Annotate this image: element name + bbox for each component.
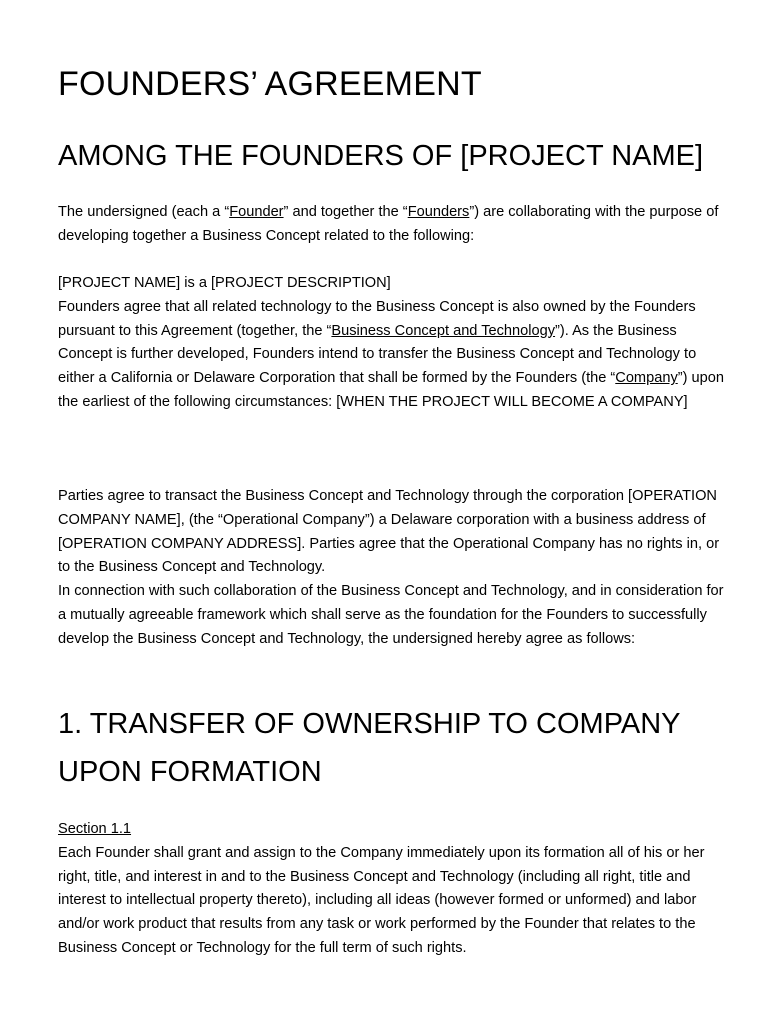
section-1-1-label: Section 1.1 [58,821,132,837]
defined-term-founders: Founders [407,204,470,220]
parties-paragraph [58,485,730,652]
section-1-heading: 1. TRANSFER OF OWNERSHIP TO COMPANY UPON FORMATION [58,708,680,788]
intro-text: The undersigned (each a “ [58,204,230,220]
document-subtitle: AMONG THE FOUNDERS OF [PROJECT NAME] [58,140,704,172]
intro-paragraph [58,201,730,249]
project-text: ”). As the Business Concept is further developed, Founders intend to transfer the Business Concept and Technology to either a California or Delaware Corporation that shall be formed by the Founders (the “ [58,322,697,387]
project-text: ”) upon the earliest of the following circumstances: [WHEN THE PROJECT WILL BECOME A COMPANY] [58,370,724,410]
section-1-1-text: Each Founder shall grant and assign to the Company immediately upon its formation all of his or her right, title, and interest in and to the Business Concept and Technology (including all right, title and interest to intellectual property thereto), including all ideas (however formed or unformed) and labor and/or work product that results from any task or work performed by the Founder that relates to the Business Concept or Technology for the full term of such rights. [58,844,705,956]
defined-term-business-concept: Business Concept and Technology [331,322,556,339]
intro-text: ”) are collaborating with the purpose of developing together a Business Concept related to the following: [58,204,719,244]
intro-text: ” and together the “ [283,204,408,220]
project-description-line: [PROJECT NAME] is a [PROJECT DESCRIPTION] [58,275,391,291]
defined-term-company: Company [615,370,678,387]
project-text: Founders agree that all related technology to the Business Concept is also owned by the Founders pursuant to this Agreement (together, the “ [58,298,696,339]
collaboration-text: In connection with such collaboration of the Business Concept and Technology, and in consideration for a mutually agreeable framework which shall serve as the foundation for the Founders to successfully develop the Business Concept and Technology, the undersigned hereby agree as follows: [58,583,724,647]
section-1-1-paragraph [58,818,730,961]
operational-company-text: Parties agree to transact the Business Concept and Technology through the corporation [OPERATION COMPANY NAME], (the “Operational Company”) a Delaware corporation with a business address of [OPERATION COMPANY ADDRESS]. Parties agree that the Operational Company has no rights in, or to the Business Concept and Technology. [58,488,720,576]
defined-term-founder: Founder [229,204,284,220]
document-title: FOUNDERS’ AGREEMENT [58,65,482,103]
project-paragraph [58,272,730,415]
